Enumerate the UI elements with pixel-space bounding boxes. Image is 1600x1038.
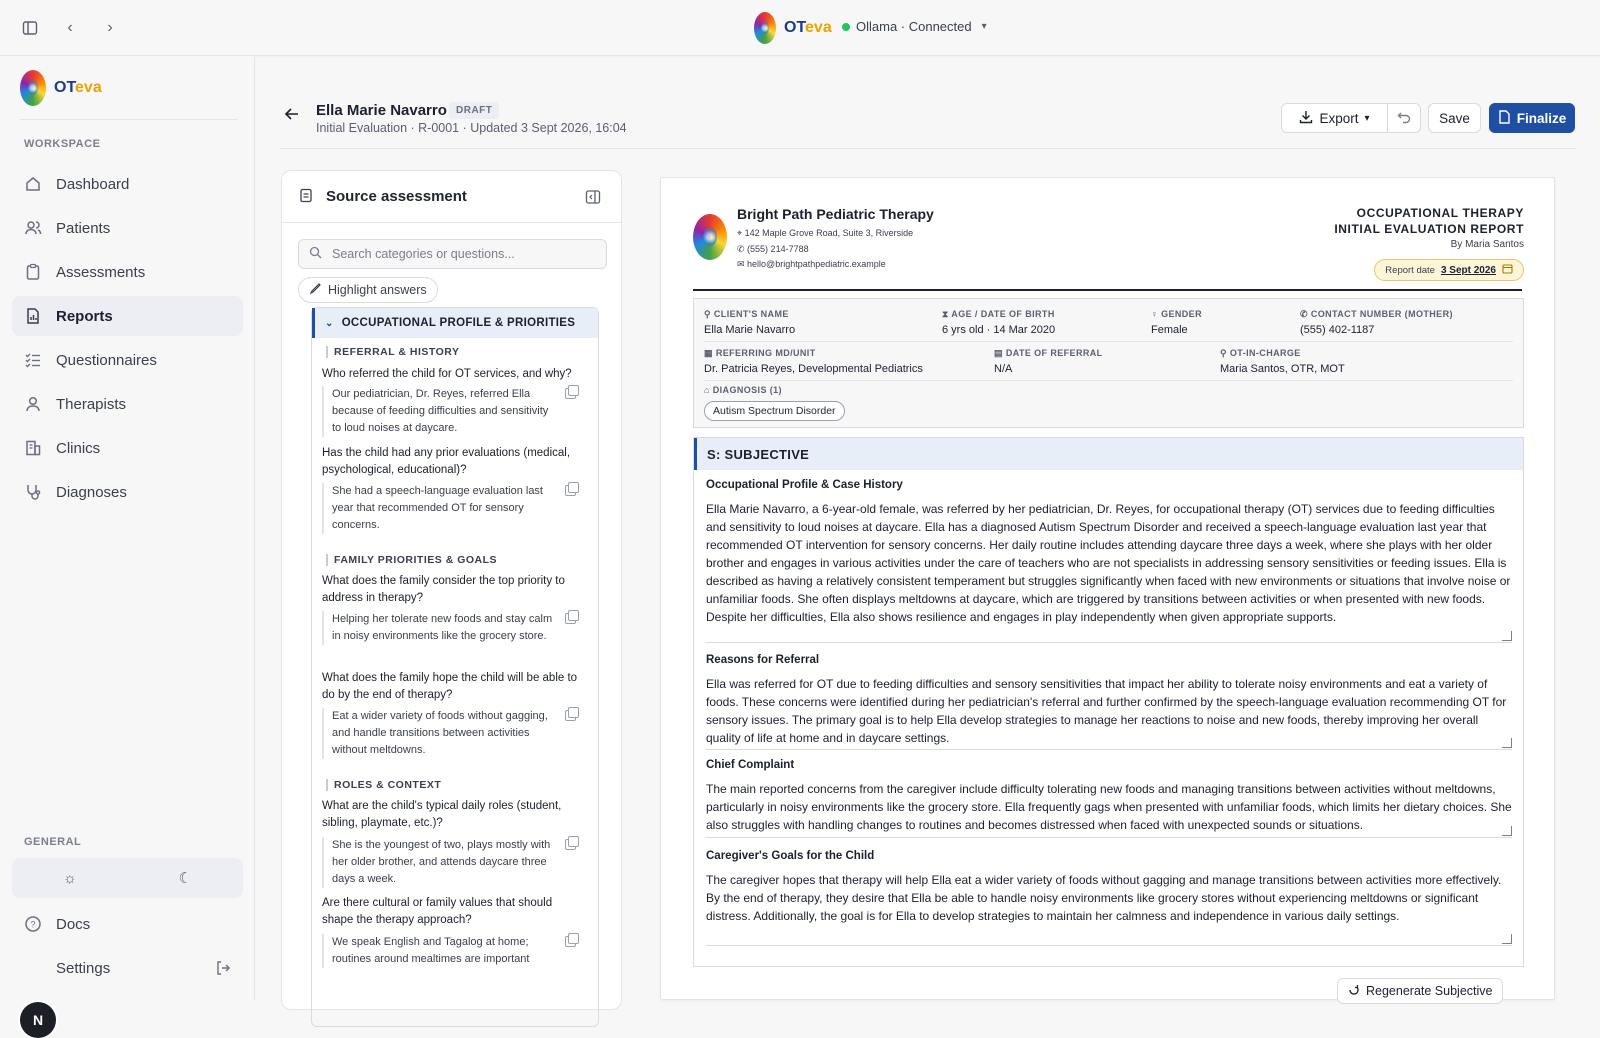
sidebar-divider — [20, 119, 238, 120]
user-icon: ⚲ — [1220, 348, 1230, 358]
sidebar-item-label: Diagnoses — [56, 483, 127, 501]
sidebar-item-reports[interactable] — [12, 296, 243, 336]
subsection-heading: FAMILY PRIORITIES & GOALS — [326, 554, 497, 566]
sun-icon[interactable]: ☼ — [62, 869, 77, 887]
clinic-phone: ✆ (555) 214-7788 — [737, 244, 809, 254]
clinic-name: Bright Path Pediatric Therapy — [737, 206, 934, 222]
resize-grip-icon[interactable] — [1502, 738, 1512, 748]
age-value: 6 yrs old · 14 Mar 2020 — [942, 324, 1056, 336]
sidebar-brand-text: OTeva — [54, 79, 102, 96]
sidebar-item-label: Patients — [56, 219, 111, 237]
sidebar-item-label: Settings — [56, 959, 111, 977]
contact-label: ✆ CONTACT NUMBER (MOTHER) — [1300, 309, 1453, 319]
stethoscope-icon — [24, 483, 42, 501]
referral-date-label: ▤ DATE OF REFERRAL — [994, 348, 1103, 358]
mail-icon: ✉ — [737, 259, 748, 269]
phone-icon: ✆ — [737, 244, 748, 254]
regenerate-label: Regenerate Subjective — [1366, 984, 1493, 998]
report-header — [280, 96, 1576, 140]
copy-icon[interactable] — [565, 613, 576, 624]
user-icon: ⚲ — [704, 309, 714, 319]
category-header[interactable] — [312, 308, 598, 338]
copy-icon[interactable] — [565, 388, 576, 399]
question-text: Has the child had any prior evaluations (medical, psychological, educational)? — [322, 447, 571, 476]
diagnosis-label: ⌂ DIAGNOSIS (1) — [704, 385, 782, 395]
avatar[interactable]: N — [20, 1002, 56, 1038]
svg-text:?: ? — [30, 919, 36, 930]
report-date-field[interactable] — [1374, 259, 1524, 281]
subsection-heading: ROLES & CONTEXT — [326, 779, 441, 791]
sidebar-item-docs[interactable] — [12, 904, 243, 944]
referring-label: ▦ REFERRING MD/UNIT — [704, 348, 816, 358]
moon-icon[interactable]: ☾ — [178, 870, 193, 887]
sidebar-item-diagnoses[interactable] — [12, 472, 243, 512]
search-icon — [309, 246, 322, 262]
resize-grip-icon[interactable] — [1502, 631, 1512, 641]
status-badge: DRAFT — [449, 102, 499, 119]
clipboard-icon — [298, 187, 314, 207]
connection-label: Ollama · Connected — [856, 19, 972, 34]
referral-reasons-textarea[interactable]: Ella was referred for OT due to feeding difficulties and sensory sensitivities that impact her ability to tolerate noisy environments and eat a variety of foods. These concerns were identified during her pediatrician's referral and further confirmed by the speech-language evaluation recommending OT for sensory issues. The primary goal is to help Ella develop strategies to manage her reactions to noise and new foods, thereby improving her overall quality of life at home and in daycare settings. — [706, 675, 1512, 750]
search-input[interactable] — [298, 239, 607, 269]
app-brand — [754, 12, 832, 44]
undo-button[interactable] — [1387, 103, 1421, 133]
answer-text: She had a speech-language evaluation last year that recommended OT for sensory concerns. — [322, 483, 584, 534]
back-nav-icon[interactable]: ‹ — [67, 19, 73, 36]
collapse-panel-icon[interactable] — [585, 189, 601, 209]
source-panel-header — [282, 171, 621, 223]
question-text: Who referred the child for OT services, and why? — [322, 368, 572, 380]
resize-grip-icon[interactable] — [1502, 934, 1512, 944]
sidebar-logo-icon — [20, 70, 46, 106]
category-section — [311, 307, 599, 1027]
back-arrow-icon[interactable] — [284, 106, 300, 125]
client-info-box — [693, 298, 1524, 428]
report-date-label: Report date — [1385, 264, 1435, 276]
regenerate-subjective-button[interactable] — [1337, 978, 1503, 1004]
export-label: Export — [1319, 110, 1359, 126]
section-title: S: SUBJECTIVE — [694, 438, 1523, 470]
sidebar-item-label: Assessments — [56, 263, 146, 281]
sidebar — [0, 56, 255, 1028]
answer-text: She is the youngest of two, plays mostly with her older brother, and attends daycare three days a week. — [322, 837, 584, 888]
refresh-icon — [1348, 984, 1360, 999]
workspace-label: WORKSPACE — [24, 138, 101, 150]
field-heading: Occupational Profile & Case History — [706, 479, 903, 491]
source-assessment-panel — [281, 170, 622, 1010]
page-subtitle: Initial Evaluation · R-0001 · Updated 3 Sept 2026, 16:04 — [316, 121, 627, 135]
home-icon — [24, 175, 42, 193]
chevron-down-icon: ⌄ — [325, 317, 334, 329]
clinic-logo-icon — [693, 214, 727, 260]
calendar-icon: ▤ — [994, 348, 1006, 358]
logout-icon[interactable] — [215, 960, 231, 980]
report-author: By Maria Santos — [1450, 239, 1524, 250]
file-check-icon — [1498, 110, 1511, 127]
copy-icon[interactable] — [565, 710, 576, 721]
sidebar-item-label: Reports — [56, 307, 113, 325]
sidebar-item-patients[interactable] — [12, 208, 243, 248]
source-panel-title: Source assessment — [326, 188, 467, 205]
file-chart-icon — [24, 307, 42, 325]
copy-icon[interactable] — [565, 839, 576, 850]
client-name-label: ⚲ CLIENT'S NAME — [704, 309, 789, 319]
search-placeholder: Search categories or questions... — [332, 247, 515, 261]
settings-icon-spacer — [24, 959, 42, 977]
category-title: OCCUPATIONAL PROFILE & PRIORITIES — [341, 317, 576, 329]
export-button[interactable] — [1281, 103, 1388, 133]
header-divider — [280, 148, 1576, 149]
profile-textarea[interactable]: Ella Marie Navarro, a 6-year-old female, was referred by her pediatrician, Dr. Reyes, for occupational therapy (OT) services due to feeding difficulties and sensitivity to loud noises at daycare. Ella has a diagnosed Autism Spectrum Disorder and received a speech-language evaluation last year that recommended OT intervention for sensory concerns. Her daily routine includes attending daycare three days a week, where she plays with her older brother and engages in various activities under the care of teachers who are not specialists in addressing sensory sensitivities or feeding issues. Ella is described as having a relatively consistent temperament but struggles significantly when faced with new environments or situations that involve noise or unfamiliar foods. She often displays meltdowns at daycare, which are triggered by transitions between activities or when presented with new foods. Despite her difficulties, Ella also shows resilience and engages in play independently when given appropriate supports. — [706, 500, 1512, 643]
sidebar-item-label: Questionnaires — [56, 351, 157, 369]
tag-icon: ⌂ — [704, 385, 713, 395]
page-title: Ella Marie Navarro — [316, 102, 447, 119]
top-bar — [0, 0, 1600, 56]
users-icon — [24, 219, 42, 237]
chevron-down-icon: ▾ — [981, 21, 987, 32]
referral-date-value: N/A — [994, 363, 1013, 375]
hourglass-icon: ⧗ — [942, 309, 952, 319]
referring-value: Dr. Patricia Reyes, Developmental Pediatrics — [704, 363, 923, 375]
connection-status[interactable] — [842, 19, 987, 34]
contact-value: (555) 402-1187 — [1300, 324, 1375, 336]
ot-value: Maria Santos, OTR, MOT — [1220, 363, 1345, 375]
answer-text: We speak English and Tagalog at home; routines around mealtimes are important — [322, 934, 584, 968]
building-icon: ▦ — [704, 348, 716, 358]
sidebar-item-settings[interactable] — [12, 948, 243, 988]
highlight-label: Highlight answers — [328, 283, 427, 297]
undo-icon — [1397, 110, 1411, 127]
download-icon — [1299, 110, 1313, 127]
gender-value: Female — [1151, 324, 1188, 336]
theme-toggle — [12, 858, 243, 898]
answer-text: Eat a wider variety of foods without gagging, and handle transitions between activities without meltdowns. — [322, 708, 584, 759]
chief-complaint-textarea[interactable]: The main reported concerns from the caregiver include difficulty tolerating new foods and managing transitions between activities without meltdowns, particularly in noisy environments like the grocery store. Ella frequently gags when presented with unfamiliar foods, which limits her dietary choices. She also struggles with handling changes to routines and becomes distressed when faced with unexpected sounds or situations. — [706, 780, 1512, 838]
caregiver-goals-textarea[interactable]: The caregiver hopes that therapy will help Ella eat a wider variety of foods without gagging and manage transitions between activities more effectively. By the end of therapy, they desire that Ella be able to handle noisy environments like grocery stores without experiencing meltdowns or significant distress. Additionally, the goal is for Ella to develop strategies to maintain her calmness and independence in various daily settings. — [706, 871, 1512, 946]
sidebar-item-label: Clinics — [56, 439, 101, 457]
ot-label: ⚲ OT-IN-CHARGE — [1220, 348, 1301, 358]
gender-label: ♀ GENDER — [1151, 309, 1202, 319]
question-text: What are the child's typical daily roles (student, sibling, playmate, etc.)? — [322, 800, 562, 829]
phone-icon: ✆ — [1300, 309, 1311, 319]
field-heading: Chief Complaint — [706, 759, 795, 771]
connected-dot-icon — [842, 23, 850, 31]
gender-icon: ♀ — [1151, 309, 1162, 319]
sidebar-item-assessments[interactable] — [12, 252, 243, 292]
clipboard-icon — [24, 263, 42, 281]
highlight-answers-button[interactable] — [298, 277, 438, 303]
help-circle-icon — [24, 915, 42, 933]
question-text: What does the family consider the top priority to address in therapy? — [322, 575, 565, 604]
resize-grip-icon[interactable] — [1502, 826, 1512, 836]
building-icon — [24, 439, 42, 457]
sidebar-item-dashboard[interactable] — [12, 164, 243, 204]
copy-icon[interactable] — [565, 936, 576, 947]
general-label: GENERAL — [24, 836, 82, 848]
answer-text: Helping her tolerate new foods and stay calm in noisy environments like the grocery store. — [322, 611, 584, 645]
list-check-icon — [24, 351, 42, 369]
subjective-section — [693, 437, 1524, 967]
clinic-email: ✉ hello@brightpathpediatric.example — [737, 259, 886, 269]
sidebar-item-clinics[interactable] — [12, 428, 243, 468]
finalize-label: Finalize — [1516, 110, 1567, 126]
save-button[interactable]: Save — [1428, 103, 1481, 133]
sidebar-item-label: Docs — [56, 915, 91, 933]
client-name-value: Ella Marie Navarro — [704, 324, 796, 336]
question-text: What does the family hope the child will be able to do by the end of therapy? — [322, 672, 578, 701]
age-label: ⧗ AGE / DATE OF BIRTH — [942, 309, 1055, 319]
sidebar-brand[interactable] — [20, 70, 102, 106]
header-rule — [693, 289, 1522, 291]
sidebar-item-label: Dashboard — [56, 175, 130, 193]
field-heading: Reasons for Referral — [706, 654, 820, 666]
chevron-down-icon: ▾ — [1364, 112, 1370, 124]
user-icon — [24, 395, 42, 413]
copy-icon[interactable] — [565, 485, 576, 496]
clinic-address: ⌖ 142 Maple Grove Road, Suite 3, Riverside — [737, 228, 914, 238]
answer-text: Our pediatrician, Dr. Reyes, referred Ella because of feeding difficulties and sensitivity to loud noises at daycare. — [322, 386, 584, 437]
calendar-icon — [1502, 263, 1513, 277]
sidebar-item-label: Therapists — [56, 395, 127, 413]
info-divider — [704, 380, 1513, 381]
app-brand-text: OTeva — [784, 19, 832, 36]
sidebar-item-therapists[interactable] — [12, 384, 243, 424]
report-date-value: 3 Sept 2026 — [1440, 264, 1496, 276]
report-document — [660, 177, 1555, 1000]
info-divider — [704, 341, 1513, 342]
question-text: Are there cultural or family values that should shape the therapy approach? — [322, 897, 553, 926]
subsection-heading: REFERRAL & HISTORY — [326, 346, 459, 358]
app-logo-icon — [754, 12, 776, 44]
map-pin-icon: ⌖ — [737, 228, 745, 238]
field-heading: Caregiver's Goals for the Child — [706, 850, 875, 862]
highlighter-icon — [309, 282, 322, 298]
finalize-button[interactable] — [1489, 103, 1575, 133]
forward-nav-icon[interactable]: › — [107, 19, 113, 36]
report-title: OCCUPATIONAL THERAPY INITIAL EVALUATION REPORT — [1334, 206, 1524, 236]
sidebar-item-questionnaires[interactable] — [12, 340, 243, 380]
sidebar-toggle-icon[interactable] — [16, 16, 44, 40]
diagnosis-pill[interactable]: Autism Spectrum Disorder — [704, 401, 845, 421]
